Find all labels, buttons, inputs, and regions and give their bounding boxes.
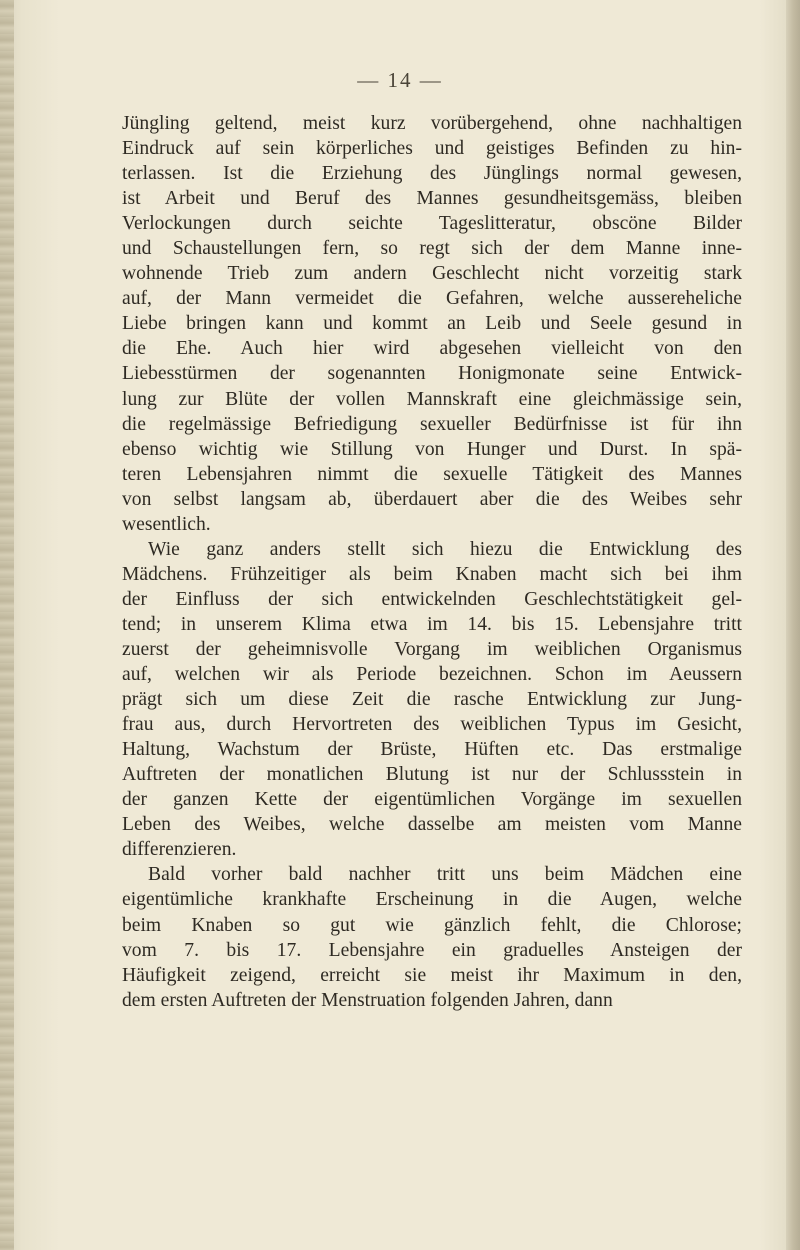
paragraph — [122, 537, 742, 863]
text-line: wesentlich. — [122, 513, 211, 535]
text-line: ist Arbeit und Beruf des Mannes gesundheitsgemäss, bleiben — [122, 188, 742, 210]
text-line: Auftreten der monatlichen Blutung ist nur der Schlussstein in — [122, 764, 742, 786]
text-line: Häufigkeit zeigend, erreicht sie meist ihr Maximum in den, — [122, 964, 742, 986]
text-line: differenzieren. — [122, 839, 237, 861]
text-line: Haltung, Wachstum der Brüste, Hüften etc. Das erstmalige — [122, 739, 742, 761]
text-line: Wie ganz anders stellt sich hiezu die Entwicklung des — [148, 538, 742, 560]
body-text — [122, 111, 742, 1013]
text-line: Liebe bringen kann und kommt an Leib und Seele gesund in — [122, 313, 742, 335]
text-line: Eindruck auf sein körperliches und geistiges Befinden zu hin- — [122, 138, 742, 160]
paragraph — [122, 111, 742, 537]
page-gutter-edge — [0, 0, 14, 1250]
page-outer-edge — [786, 0, 800, 1250]
text-line: teren Lebensjahren nimmt die sexuelle Tätigkeit des Mannes — [122, 463, 742, 485]
text-line: die regelmässige Befriedigung sexueller Bedürfnisse ist für ihn — [122, 413, 742, 435]
text-line: wohnende Trieb zum andern Geschlecht nicht vorzeitig stark — [122, 263, 742, 285]
text-line: dem ersten Auftreten der Menstruation folgenden Jahren, dann — [122, 989, 613, 1011]
text-line: die Ehe. Auch hier wird abgesehen vielleicht von den — [122, 338, 742, 360]
text-line: vom 7. bis 17. Lebensjahre ein graduelles Ansteigen der — [122, 939, 742, 961]
text-line: terlassen. Ist die Erziehung des Jünglings normal gewesen, — [122, 163, 742, 185]
text-line: beim Knaben so gut wie gänzlich fehlt, die Chlorose; — [122, 914, 742, 936]
text-line: ebenso wichtig wie Stillung von Hunger und Durst. In spä- — [122, 438, 742, 460]
text-line: auf, der Mann vermeidet die Gefahren, welche aussereheliche — [122, 288, 742, 310]
text-line: auf, welchen wir als Periode bezeichnen. Schon im Aeussern — [122, 664, 742, 686]
text-line: tend; in unserem Klima etwa im 14. bis 15. Lebensjahre tritt — [122, 613, 742, 635]
page-number: — 14 — — [357, 68, 443, 92]
text-line: prägt sich um diese Zeit die rasche Entwicklung zur Jung- — [122, 689, 742, 711]
text-line: der ganzen Kette der eigentümlichen Vorgänge im sexuellen — [122, 789, 742, 811]
text-line: und Schaustellungen fern, so regt sich der dem Manne inne- — [122, 238, 742, 260]
text-line: frau aus, durch Hervortreten des weiblichen Typus im Gesicht, — [122, 714, 742, 736]
text-line: von selbst langsam ab, überdauert aber die des Weibes sehr — [122, 488, 742, 510]
paragraph — [122, 862, 742, 1012]
text-line: eigentümliche krankhafte Erscheinung in die Augen, welche — [122, 889, 742, 911]
text-line: Mädchens. Frühzeitiger als beim Knaben macht sich bei ihm — [122, 563, 742, 585]
text-line: lung zur Blüte der vollen Mannskraft eine gleichmässige sein, — [122, 388, 742, 410]
text-line: Liebesstürmen der sogenannten Honigmonate seine Entwick- — [122, 363, 742, 385]
text-line: Jüngling geltend, meist kurz vorübergehend, ohne nachhaltigen — [122, 113, 742, 134]
text-line: Leben des Weibes, welche dasselbe am meisten vom Manne — [122, 814, 742, 836]
text-line: zuerst der geheimnisvolle Vorgang im weiblichen Organismus — [122, 638, 742, 660]
text-line: Bald vorher bald nachher tritt uns beim Mädchen eine — [148, 864, 742, 886]
text-line: Verlockungen durch seichte Tageslitteratur, obscöne Bilder — [122, 213, 742, 235]
text-line: der Einfluss der sich entwickelnden Geschlechtstätigkeit gel- — [122, 588, 742, 610]
